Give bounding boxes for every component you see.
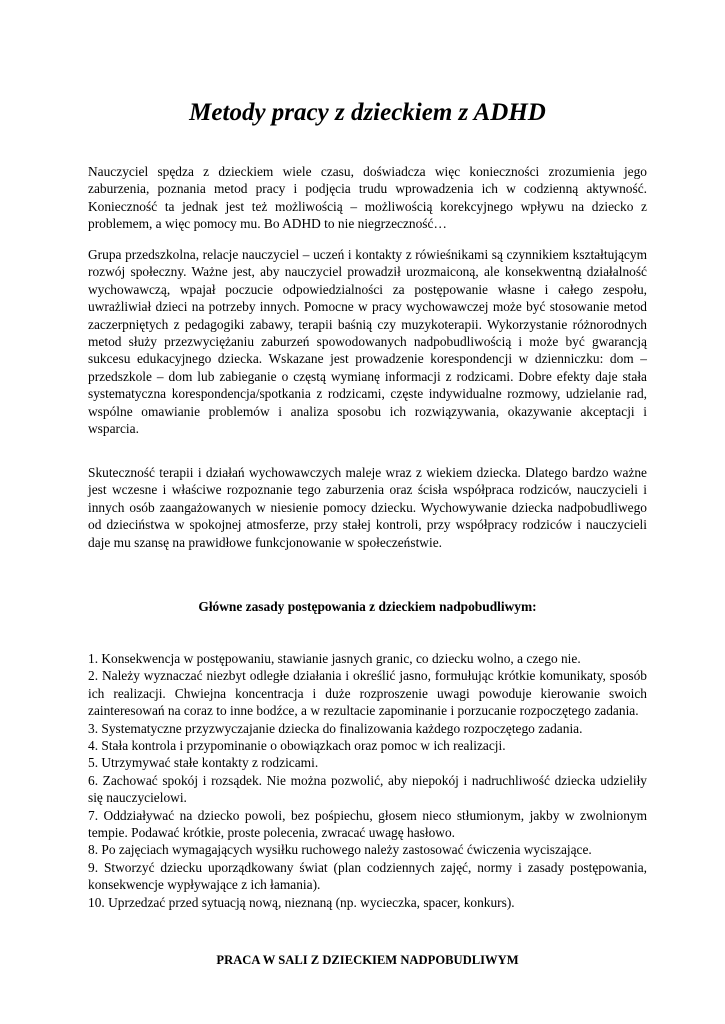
rule-item-5: 5. Utrzymywać stałe kontakty z rodzicami. bbox=[88, 755, 319, 771]
intro-paragraph: Nauczyciel spędza z dzieckiem wiele czasu, doświadcza więc konieczności zrozumienia jego zaburzenia, poznania metod pracy i podjęcia trudu wprowadzenia ich w codzienną aktywność. Konieczność ta jednak jest też możliwością – możliwością korekcyjnego wpływu na dziecko z problemem, a więc pomocy mu. Bo ADHD to nie niegrzeczność… bbox=[88, 164, 647, 232]
group-paragraph: Grupa przedszkolna, relacje nauczyciel – uczeń i kontakty z rówieśnikami są czynnikiem kształtującym rozwój społeczny. Ważne jest, aby nauczyciel prowadził urozmaiconą, ale konsekwentną działalność wychowawczą, wpajał poczucie odpowiedzialności za postępowanie własne i całego zespołu, uwrażliwiał dzieci na potrzeby innych. Pomocne w pracy wychowawczej może być stosowanie metod zaczerpniętych z pedagogiki zabawy, terapii baśnią czy muzykoterapii. Wykorzystanie różnorodnych metod służy przezwyciężaniu zaburzeń spowodowanych nadpobudliwością i może być gwarancją sukcesu edukacyjnego dziecka. Wskazane jest prowadzenie korespondencji w dzienniczku: dom – przedszkole – dom lub zabieganie o częstą wymianę informacji z rodzicami. Dobre efekty daje stała systematyczna korespondencja/spotkania z rodzicami, częste indywidualne rozmowy, udzielanie rad, wspólne omawianie problemów i analiza sposobu ich rozwiązywania, okazywanie akceptacji i wsparcia. bbox=[88, 247, 647, 437]
classroom-section-heading: PRACA W SALI Z DZIECKIEM NADPOBUDLIWYM bbox=[216, 953, 519, 967]
therapy-paragraph: Skuteczność terapii i działań wychowawczych maleje wraz z wiekiem dziecka. Dlatego bardzo ważne jest wczesne i właściwe rozpoznanie tego zaburzenia oraz ścisła współpraca rodziców, nauczycieli i innych osób zaangażowanych w niesienie pomocy dziecku. Wychowywanie dziecka nadpobudliwego od dzieciństwa w spokojnej atmosferze, przy stałej kontroli, przy współpracy rodziców i nauczycieli daje mu szansę na prawidłowe funkcjonowanie w społeczeństwie. bbox=[88, 465, 647, 550]
rule-item-2: 2. Należy wyznaczać niezbyt odległe działania i określić jasno, formułując krótkie komunikaty, sposób ich realizacji. Chwiejna koncentracja i duże rozproszenie uwagi powoduje kierowanie swoich zainteresowań na coraz to inne bodźce, a w rezultacie zapominanie i porzucanie rozpoczętego zadania. bbox=[88, 668, 647, 719]
rules-heading: Główne zasady postępowania z dzieckiem nadpobudliwym: bbox=[198, 599, 537, 614]
rule-item-10: 10. Uprzedzać przed sytuacją nową, nieznaną (np. wycieczka, spacer, konkurs). bbox=[88, 894, 515, 910]
rules-list bbox=[88, 650, 647, 911]
rule-item-3: 3. Systematyczne przyzwyczajanie dziecka do finalizowania każdego rozpoczętego zadania. bbox=[88, 720, 583, 736]
rule-item-1: 1. Konsekwencja w postępowaniu, stawianie jasnych granic, co dziecku wolno, a czego nie. bbox=[88, 651, 581, 666]
rule-item-8: 8. Po zajęciach wymagających wysiłku ruchowego należy zastosować ćwiczenia wyciszające. bbox=[88, 842, 592, 858]
rule-item-4: 4. Stała kontrola i przypominanie o obowiązkach oraz pomoc w ich realizacji. bbox=[88, 738, 506, 754]
rule-item-7: 7. Oddziaływać na dziecko powoli, bez pośpiechu, głosem nieco stłumionym, jakby w zwolnionym tempie. Podawać krótkie, proste polecenia, zwracać uwagę hasłowo. bbox=[88, 807, 647, 841]
document-title: Metody pracy z dzieckiem z ADHD bbox=[189, 99, 546, 126]
rule-item-6: 6. Zachować spokój i rozsądek. Nie można pozwolić, aby niepokój i nadruchliwość dziecka udzieliły się nauczycielowi. bbox=[88, 772, 647, 806]
rule-item-9: 9. Stworzyć dziecku uporządkowany świat (plan codziennych zajęć, normy i zasady postępowania, konsekwencje wypływające z ich łamania). bbox=[88, 859, 647, 893]
